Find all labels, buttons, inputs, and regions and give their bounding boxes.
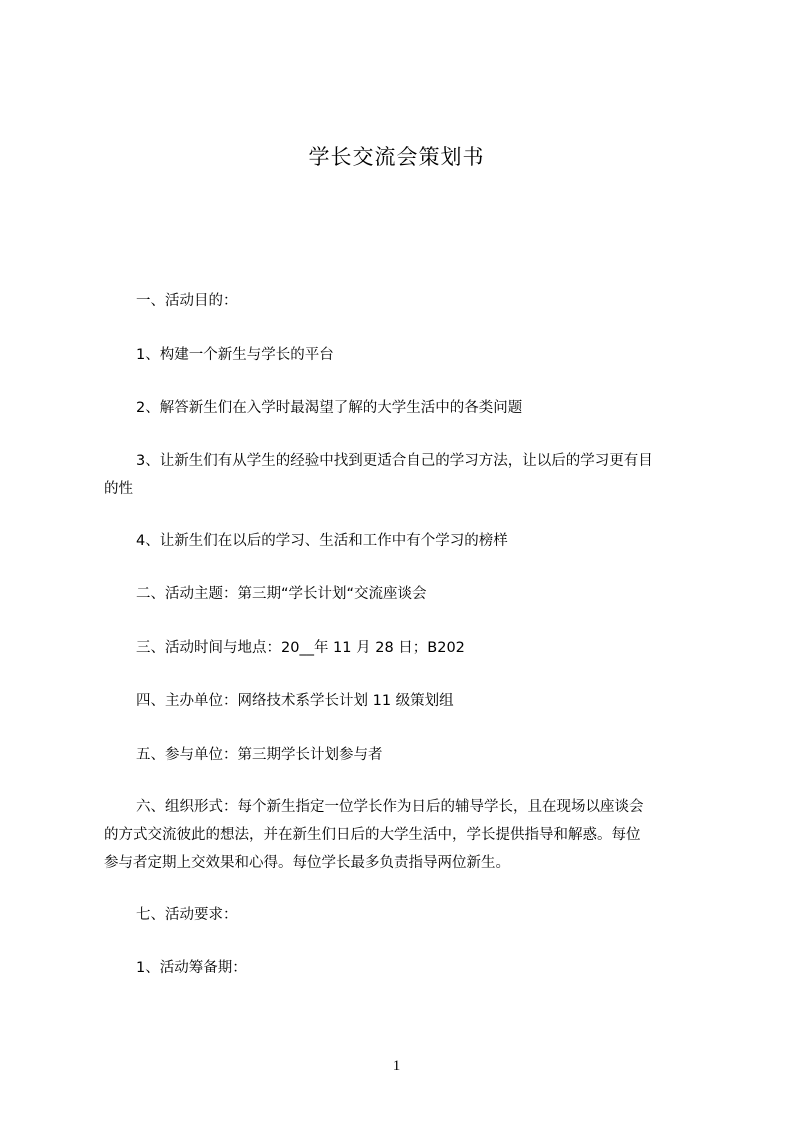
organization-form-row-2: 的方式交流彼此的想法，并在新生们日后的大学生活中，学长提供指导和解惑。每位 (104, 827, 641, 843)
activity-participants: 五、参与单位：第三期学长计划参与者 (136, 747, 383, 763)
organization-form (104, 793, 704, 877)
purpose-item-3-row-2: 的性 (104, 481, 133, 497)
activity-time-place: 三、活动时间与地点：20__年 11 月 28 日；B202 (136, 640, 465, 656)
document-title: 学长交流会策划书 (308, 145, 485, 169)
purpose-item-3-row-1: 3、让新生们有从学生的经验中找到更适合自己的学习方法，让以后的学习更有目 (136, 453, 653, 469)
purpose-heading: 一、活动目的： (136, 293, 238, 309)
purpose-item-3 (104, 447, 704, 503)
purpose-item-2: 2、解答新生们在入学时最渴望了解的大学生活中的各类问题 (136, 400, 523, 416)
requirements-heading: 七、活动要求： (136, 907, 238, 923)
organization-form-row-3: 参与者定期上交效果和心得。每位学长最多负责指导两位新生。 (104, 855, 510, 871)
activity-organizer: 四、主办单位：网络技术系学长计划 11 级策划组 (136, 693, 454, 709)
page-number: 1 (392, 1058, 401, 1074)
preparation-phase: 1、活动筹备期： (136, 960, 247, 976)
organization-form-row-1: 六、组织形式：每个新生指定一位学长作为日后的辅导学长，且在现场以座谈会 (136, 799, 644, 815)
activity-theme: 二、活动主题：第三期“学长计划“交流座谈会 (136, 586, 427, 602)
purpose-item-1: 1、构建一个新生与学长的平台 (136, 347, 334, 363)
purpose-item-4: 4、让新生们在以后的学习、生活和工作中有个学习的榜样 (136, 533, 508, 549)
